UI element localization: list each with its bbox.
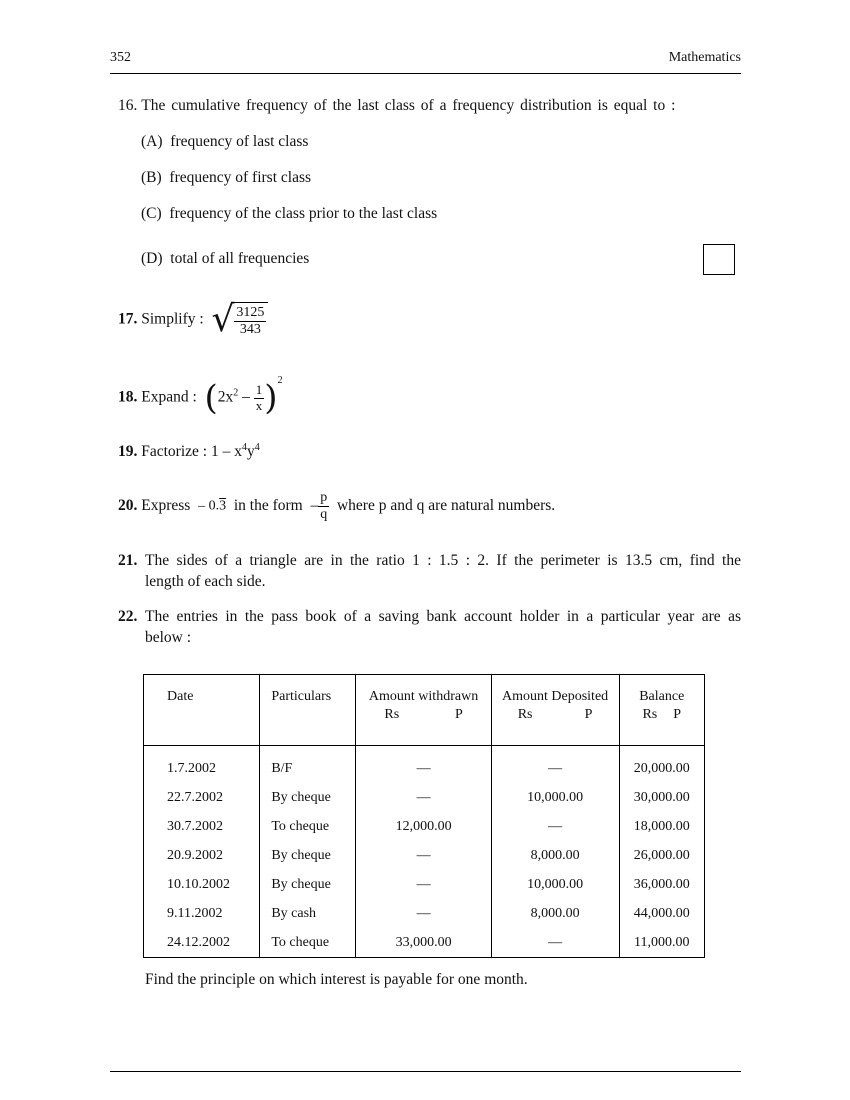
option-text: frequency of last class xyxy=(170,133,309,150)
question-text-line1: The entries in the pass book of a saving bank account holder in a particular year are as xyxy=(145,608,741,625)
cell-particulars: By cheque xyxy=(260,783,356,812)
header-balance xyxy=(619,675,705,746)
term-2x: 2x xyxy=(217,388,234,406)
option-b xyxy=(141,169,311,187)
cell-particulars: To cheque xyxy=(260,812,356,841)
exponent: 4 xyxy=(254,442,260,453)
cell-particulars: B/F xyxy=(260,746,356,784)
cell-balance: 30,000.00 xyxy=(619,783,705,812)
question-text-line2: below : xyxy=(145,629,192,646)
option-text: total of all frequencies xyxy=(170,250,310,267)
header-deposited-label: Amount Deposited xyxy=(502,689,609,704)
table-row xyxy=(144,870,705,899)
question-18 xyxy=(118,375,283,418)
exponent: 4 xyxy=(241,442,247,453)
question-number: 22. xyxy=(118,608,138,625)
radical-sign-icon: √ xyxy=(211,299,235,341)
cell-balance: 11,000.00 xyxy=(619,928,705,958)
square-root xyxy=(211,299,268,341)
fraction-denominator: x xyxy=(255,397,263,413)
question-22 xyxy=(118,606,741,648)
header-withdrawn xyxy=(356,675,491,746)
cell-withdrawn: — xyxy=(356,783,491,812)
cell-date: 10.10.2002 xyxy=(144,870,260,899)
question-number: 16. xyxy=(118,97,138,114)
cell-balance: 18,000.00 xyxy=(619,812,705,841)
cell-withdrawn: 12,000.00 xyxy=(356,812,491,841)
question-text: Factorize : 1 – x xyxy=(141,443,242,461)
left-paren-icon: ( xyxy=(204,378,218,418)
page-number: 352 xyxy=(110,50,131,65)
header-balance-label: Balance xyxy=(639,689,685,704)
fraction-denominator: 343 xyxy=(239,322,261,338)
option-label: (D) xyxy=(141,250,163,267)
table-row xyxy=(144,841,705,870)
outer-exponent: 2 xyxy=(277,375,283,387)
question-21 xyxy=(118,550,741,592)
recurring-decimal xyxy=(198,499,226,514)
answer-box[interactable] xyxy=(703,244,735,275)
footer-rule xyxy=(110,1071,741,1072)
minus-sign: – xyxy=(242,388,250,406)
minus-sign: – xyxy=(310,497,319,515)
passbook-table xyxy=(143,674,705,958)
option-label: (B) xyxy=(141,169,162,186)
exponent: 2 xyxy=(233,387,239,399)
option-d xyxy=(141,250,309,268)
header-withdrawn-label: Amount withdrawn xyxy=(368,689,479,704)
header-p: P xyxy=(584,707,593,722)
recurring-digit: 3 xyxy=(219,498,227,514)
cell-deposited: 8,000.00 xyxy=(491,899,619,928)
running-header: Mathematics xyxy=(668,50,741,65)
header-date: Date xyxy=(144,675,260,746)
option-text: frequency of the class prior to the last class xyxy=(169,205,438,222)
cell-particulars: By cheque xyxy=(260,870,356,899)
question-text-line1: The sides of a triangle are in the ratio 1 : 1.5 : 2. If the perimeter is 13.5 cm, find the xyxy=(145,552,741,569)
fraction-numerator: 1 xyxy=(255,381,263,397)
header-p: P xyxy=(673,707,682,722)
cell-deposited: — xyxy=(491,928,619,958)
header-rs: Rs xyxy=(517,707,533,722)
cell-date: 24.12.2002 xyxy=(144,928,260,958)
question-text: Express xyxy=(141,497,191,515)
variable-y: y xyxy=(246,443,255,461)
question-number: 20. xyxy=(118,497,138,515)
cell-date: 22.7.2002 xyxy=(144,783,260,812)
question-20 xyxy=(118,490,555,523)
cell-withdrawn: — xyxy=(356,841,491,870)
question-number: 18. xyxy=(118,388,138,406)
question-text: where p and q are natural numbers. xyxy=(336,497,556,515)
cell-date: 1.7.2002 xyxy=(144,746,260,784)
cell-withdrawn: — xyxy=(356,746,491,784)
option-label: (A) xyxy=(141,133,163,150)
question-text: The cumulative frequency of the last class of a frequency distribution is equal to : xyxy=(141,97,676,114)
question-16 xyxy=(118,97,675,115)
fraction-denominator: q xyxy=(320,507,328,523)
cell-withdrawn: 33,000.00 xyxy=(356,928,491,958)
cell-balance: 26,000.00 xyxy=(619,841,705,870)
cell-withdrawn: — xyxy=(356,870,491,899)
cell-particulars: By cash xyxy=(260,899,356,928)
option-label: (C) xyxy=(141,205,162,222)
table-header-row xyxy=(144,675,705,746)
fraction-numerator: 3125 xyxy=(234,305,266,322)
table-row xyxy=(144,899,705,928)
table-row xyxy=(144,746,705,784)
cell-date: 30.7.2002 xyxy=(144,812,260,841)
cell-deposited: 10,000.00 xyxy=(491,783,619,812)
header-rs: Rs xyxy=(642,707,658,722)
question-number: 21. xyxy=(118,552,138,569)
table-row xyxy=(144,783,705,812)
header-p: P xyxy=(454,707,463,722)
cell-deposited: — xyxy=(491,812,619,841)
cell-deposited: 8,000.00 xyxy=(491,841,619,870)
cell-date: 9.11.2002 xyxy=(144,899,260,928)
table-row xyxy=(144,812,705,841)
cell-deposited: — xyxy=(491,746,619,784)
option-text: frequency of first class xyxy=(169,169,312,186)
fraction-numerator: p xyxy=(318,490,329,507)
cell-particulars: By cheque xyxy=(260,841,356,870)
cell-deposited: 10,000.00 xyxy=(491,870,619,899)
question-number: 17. xyxy=(118,310,138,328)
question-text: Simplify : xyxy=(141,310,204,328)
cell-balance: 44,000.00 xyxy=(619,899,705,928)
option-c xyxy=(141,205,437,223)
question-17 xyxy=(118,299,268,341)
question-text: in the form xyxy=(233,497,303,515)
right-paren-icon: ) xyxy=(264,378,278,418)
cell-particulars: To cheque xyxy=(260,928,356,958)
question-22-footer: Find the principle on which interest is payable for one month. xyxy=(145,971,528,988)
question-number: 19. xyxy=(118,443,138,461)
option-a xyxy=(141,133,308,151)
cell-balance: 36,000.00 xyxy=(619,870,705,899)
cell-date: 20.9.2002 xyxy=(144,841,260,870)
cell-balance: 20,000.00 xyxy=(619,746,705,784)
table-row xyxy=(144,928,705,958)
cell-withdrawn: — xyxy=(356,899,491,928)
decimal-prefix: – 0. xyxy=(198,498,220,514)
question-text: Expand : xyxy=(141,388,197,406)
header-deposited xyxy=(491,675,619,746)
header-rule xyxy=(110,73,741,74)
question-text-line2: length of each side. xyxy=(145,573,266,590)
header-rs: Rs xyxy=(384,707,400,722)
header-particulars: Particulars xyxy=(260,675,356,746)
question-19 xyxy=(118,442,260,461)
